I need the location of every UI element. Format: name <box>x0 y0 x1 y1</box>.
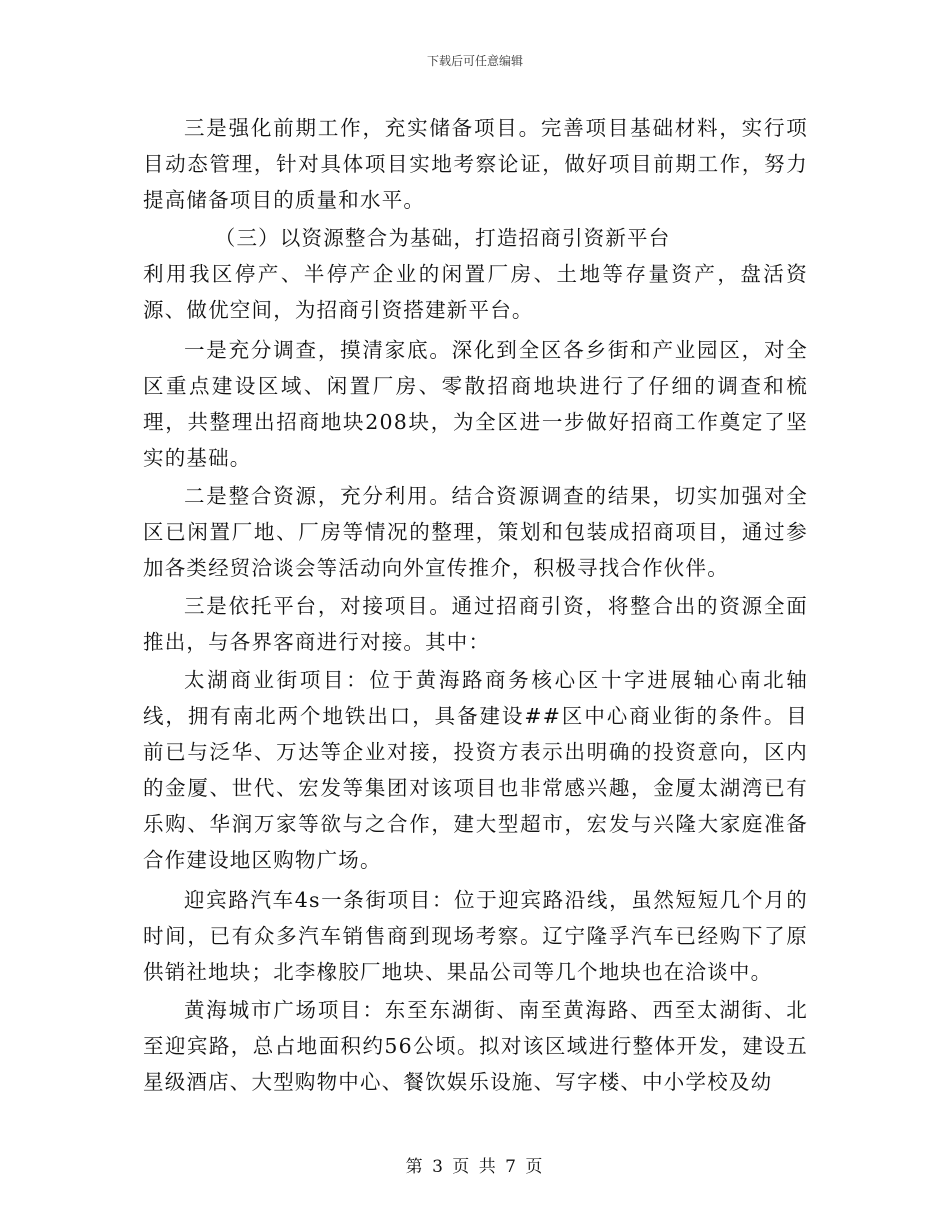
paragraph-platform-projects: 三是依托平台，对接项目。通过招商引资，将整合出的资源全面推出，与各界客商进行对接。其中： <box>143 594 808 654</box>
page-header: 下载后可任意编辑 <box>426 54 523 68</box>
paragraph-yingbin-auto: 迎宾路汽车4s一条街项目：位于迎宾路沿线，虽然短短几个月的时间，已有众多汽车销售商到现场考察。辽宁隆孚汽车已经购下了原供销社地块；北李橡胶厂地块、果品公司等几个地块也在洽谈中。 <box>143 888 808 984</box>
paragraph-survey: 一是充分调查，摸清家底。深化到全区各乡街和产业园区，对全区重点建设区域、闲置厂房、零散招商地块进行了仔细的调查和梳理，共整理出招商地块208块，为全区进一步做好招商工作奠定了坚实的基础。 <box>143 338 808 470</box>
paragraph-huanghai-plaza: 黄海城市广场项目：东至东湖街、南至黄海路、西至太湖街、北至迎宾路，总占地面积约56公顷。拟对该区域进行整体开发，建设五星级酒店、大型购物中心、餐饮娱乐设施、写字楼、中小学校及幼 <box>143 998 808 1094</box>
paragraph-integrate-resources: 二是整合资源，充分利用。结合资源调查的结果，切实加强对全区已闲置厂地、厂房等情况的整理，策划和包装成招商项目，通过参加各类经贸洽谈会等活动向外宣传推介，积极寻找合作伙伴。 <box>143 484 808 580</box>
document-body <box>143 110 808 1102</box>
section-heading-resource-integration: （三）以资源整合为基础，打造招商引资新平台 <box>214 226 671 250</box>
paragraph-storage-projects: 三是强化前期工作，充实储备项目。完善项目基础材料，实行项目动态管理，针对具体项目实地考察论证，做好项目前期工作，努力提高储备项目的质量和水平。 <box>143 116 808 212</box>
page-number-footer: 第 3 页 共 7 页 <box>405 1157 545 1177</box>
paragraph-taihu-street: 太湖商业街项目：位于黄海路商务核心区十字进展轴心南北轴线，拥有南北两个地铁出口，具备建设##区中心商业街的条件。目前已与泛华、万达等企业对接，投资方表示出明确的投资意向，区内的金厦、世代、宏发等集团对该项目也非常感兴趣，金厦太湖湾已有乐购、华润万家等欲与之合作，建大型超市，宏发与兴隆大家庭准备合作建设地区购物广场。 <box>143 668 808 872</box>
paragraph-idle-assets: 利用我区停产、半停产企业的闲置厂房、土地等存量资产，盘活资源、做优空间，为招商引资搭建新平台。 <box>143 262 808 322</box>
